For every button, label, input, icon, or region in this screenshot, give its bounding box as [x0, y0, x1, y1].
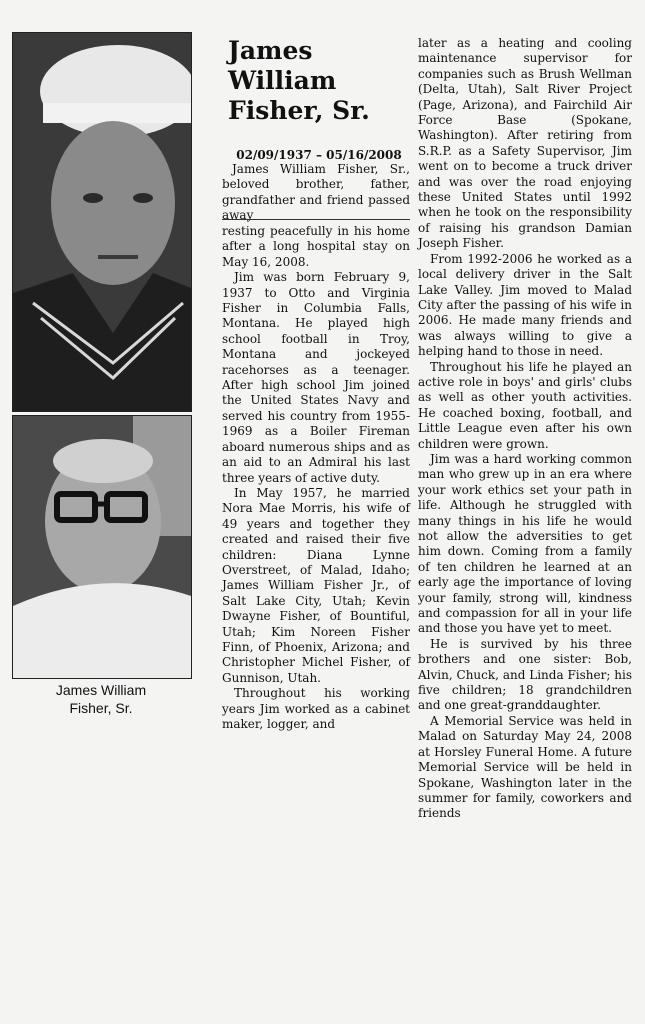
- column-2-paragraph-5: He is survived by his three brothers and one sister: Bob, Alvin, Chuck, and Linda Fisher; his five children; 18 grandchildren and one great-granddaughter.: [418, 636, 632, 713]
- caption-line-1: James William: [55, 682, 147, 698]
- column-2-paragraph-4: Jim was a hard working common man who grew up in an era where your work ethics set your path in life. Although he struggled with many things in his life he would not allow the adversities to get him down. Coming from a family of ten children he learned at an early age the importance of loving your family, strong will, kindness and compassion for all in your life and those you have yet to meet.: [418, 451, 632, 636]
- title-line-3: Fisher, Sr.: [228, 96, 370, 125]
- obituary-title: [228, 36, 408, 126]
- column-2-paragraph-3: Throughout his life he played an active role in boys' and girls' clubs as well as other youth activities. He coached boxing, football, and Little League even after his own children were grown.: [418, 359, 632, 451]
- body-column-2: [418, 36, 632, 822]
- column-1-paragraph-1: resting peacefully in his home after a long hospital stay on May 16, 2008.: [222, 224, 410, 269]
- life-dates: 02/09/1937 – 05/16/2008: [236, 148, 402, 162]
- column-1-paragraph-3: In May 1957, he married Nora Mae Morris, his wife of 49 years and together they created and raised their five children: Diana Lynne Overstreet, of Malad, Idaho; James William Fisher Jr., of Salt Lake City, Utah; Kevin Dwayne Fisher, of Bountiful, Utah; Kim Noreen Fisher Finn, of Phoenix, Arizona; and Christopher Michel Fisher, of Gunnison, Utah.: [222, 485, 410, 685]
- column-2-paragraph-2: From 1992-2006 he worked as a local delivery driver in the Salt Lake Valley. Jim moved to Malad City after the passing of his wife in 2006. He made many friends and was always willing to give a helping hand to those in need.: [418, 251, 632, 359]
- divider-line: [222, 219, 410, 220]
- column-2-paragraph-6: A Memorial Service was held in Malad on Saturday May 24, 2008 at Horsley Funeral Home. A future Memorial Service will be held in Spokane, Washington later in the summer for family, coworkers and friends: [418, 713, 632, 821]
- sailor-portrait-photo: [12, 32, 192, 412]
- sailor-portrait-image: [13, 33, 191, 411]
- column-1-paragraph-4: Throughout his working years Jim worked as a cabinet maker, logger, and: [222, 686, 410, 731]
- title-line-1: James: [228, 36, 313, 65]
- photo-caption: [12, 681, 190, 717]
- lead-paragraph: [222, 162, 410, 224]
- elderly-man-portrait-photo: [12, 415, 192, 679]
- column-2-paragraph-1: later as a heating and cooling maintenance supervisor for companies such as Brush Wellman (Delta, Utah), Salt River Project (Page, Arizona), and Fairchild Air Force Base (Spokane, Washington). After retiring from S.R.P. as a Safety Supervisor, Jim went on to become a truck driver and was over the road enjoying these United States until 1992 when he took on the responsibility of raising his grandson Damian Joseph Fisher.: [418, 36, 632, 251]
- elderly-man-portrait-image: [13, 416, 191, 678]
- body-column-1: [222, 224, 410, 732]
- caption-line-2: Fisher, Sr.: [69, 700, 133, 716]
- lead-text: James William Fisher, Sr., beloved brother, father, grandfather and friend passed away: [222, 162, 410, 223]
- column-1-paragraph-2: Jim was born February 9, 1937 to Otto and Virginia Fisher in Columbia Falls, Montana. He played high school football in Troy, Montana and jockeyed racehorses as a teenager. After high school Jim joined the United States Navy and served his country from 1955-1969 as a Boiler Fireman aboard numerous ships and as an aid to an Admiral his last three years of active duty.: [222, 270, 410, 485]
- title-line-2: William: [228, 66, 337, 95]
